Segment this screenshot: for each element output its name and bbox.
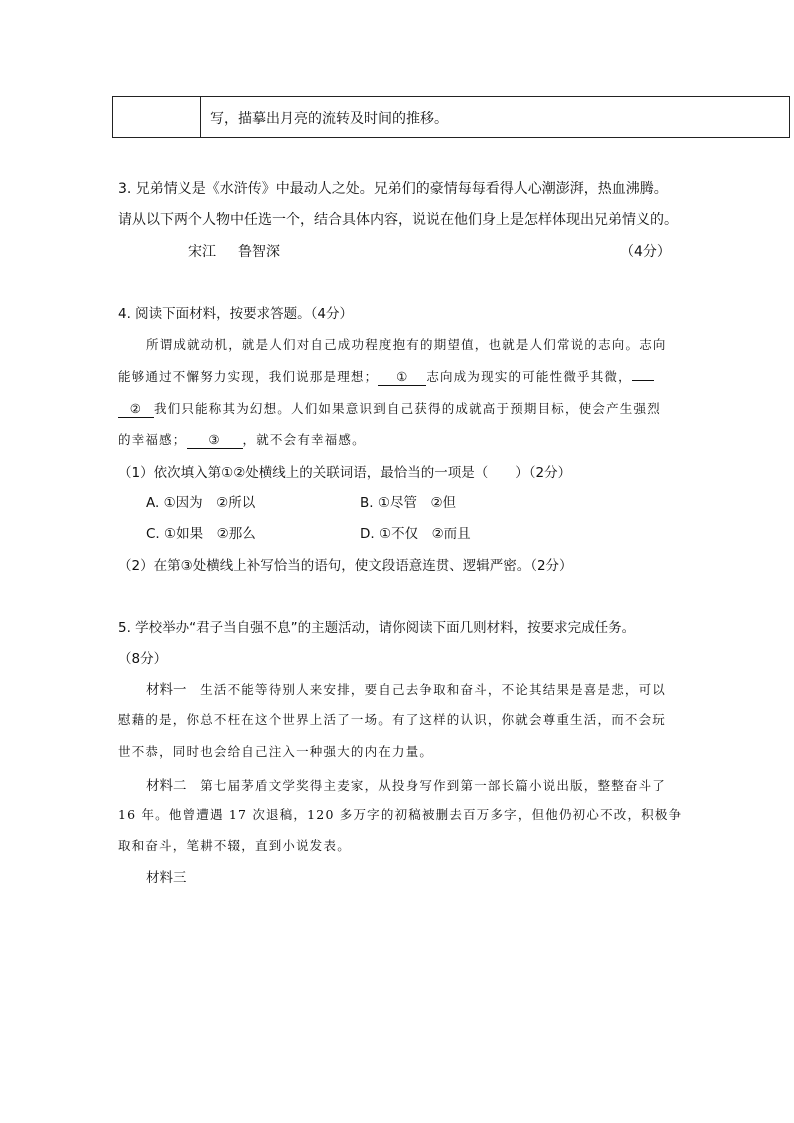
q4-passage-text: 的幸福感； <box>118 432 187 447</box>
q4-option-d[interactable]: D. ①不仅 ②而且 <box>360 526 471 542</box>
material-2-label: 材料二 <box>146 778 187 794</box>
q5-line-1: 5. 学校举办“君子当自强不息”的主题活动，请你阅读下面几则材料，按要求完成任务。 <box>118 620 636 636</box>
q4-passage-text: ，就不会有幸福感。 <box>242 432 366 447</box>
q4-passage-text: 志向成为现实的可能性微乎其微， <box>426 369 632 384</box>
q4-sub-question-2: （2）在第③处横线上补写恰当的语句，使文段语意连贯、逻辑严密。（2分） <box>118 558 573 574</box>
q4-title: 4. 阅读下面材料，按要求答题。（4分） <box>118 306 354 322</box>
q3-line-1: 3. 兄弟情义是《水浒传》中最动人之处。兄弟们的豪情每每看得人心潮澎湃，热血沸腾。 <box>118 181 668 197</box>
q4-passage-text: 能够通过不懈努力实现，我们说那是理想； <box>118 369 379 384</box>
blank-3[interactable]: ③ <box>187 432 243 449</box>
q4-passage-line-2 <box>118 367 654 386</box>
material-1-line-3: 世不恭，同时也会给自己注入一种强大的内在力量。 <box>118 744 434 759</box>
material-3-label: 材料三 <box>146 870 187 886</box>
q4-passage-text: 我们只能称其为幻想。人们如果意识到自己获得的成就高于预期目标，使会产生强烈 <box>154 401 661 416</box>
q5-score: （8分） <box>118 651 168 667</box>
q3-option-2: 鲁智深 <box>238 244 280 260</box>
q4-option-a[interactable]: A. ①因为 ②所以 <box>146 495 256 511</box>
q4-passage-line-4 <box>118 430 366 449</box>
q4-sub-question-1: （1）依次填入第①②处横线上的关联词语，最恰当的一项是（ ）（2分） <box>118 465 572 481</box>
q4-option-b[interactable]: B. ①尽管 ②但 <box>360 495 457 511</box>
material-2-line-1 <box>146 774 666 794</box>
table-divider <box>200 96 201 138</box>
blank-2-start[interactable] <box>632 380 654 381</box>
material-1-line-2: 慰藉的是，你总不枉在这个世界上活了一场。有了这样的认识，你就会尊重生活，而不会玩 <box>118 712 667 727</box>
q3-line-2: 请从以下两个人物中任选一个，结合具体内容，说说在他们身上是怎样体现出兄弟情义的。 <box>118 212 678 228</box>
blank-1[interactable]: ① <box>378 369 426 386</box>
material-2-line-2: 16 年。他曾遭遇 17 次退稿，120 多万字的初稿被删去百万多字，但他仍初心不改，积极争 <box>118 807 683 822</box>
material-2-line-3: 取和奋斗，笔耕不辍，直到小说发表。 <box>118 838 351 853</box>
q3-option-1: 宋江 <box>188 244 216 260</box>
q4-option-c[interactable]: C. ①如果 ②那么 <box>146 526 256 542</box>
table-cell-text: 写，描摹出月亮的流转及时间的推移。 <box>210 111 448 127</box>
q4-passage-line-3 <box>118 399 661 418</box>
material-2-text: 第七届茅盾文学奖得主麦家，从投身写作到第一部长篇小说出版，整整奋斗了 <box>200 778 667 793</box>
q4-passage-line-1: 所谓成就动机，就是人们对自己成功程度抱有的期望值，也就是人们常说的志向。志向 <box>146 337 667 352</box>
material-1-label: 材料一 <box>146 682 187 698</box>
blank-2[interactable]: ② <box>118 401 154 418</box>
material-1-line-1 <box>146 678 666 698</box>
q3-score: （4分） <box>620 244 671 260</box>
material-1-text: 生活不能等待别人来安排，要自己去争取和奋斗，不论其结果是喜是悲，可以 <box>200 682 667 697</box>
